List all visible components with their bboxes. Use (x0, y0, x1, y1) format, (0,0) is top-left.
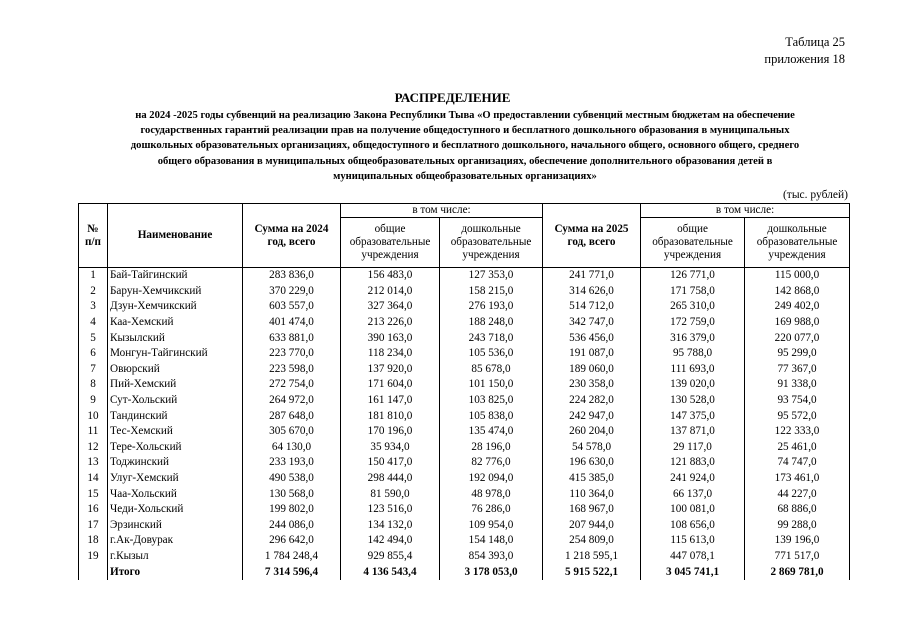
row-preschool-2025: 91 338,0 (745, 377, 850, 393)
row-preschool-2025: 771 517,0 (745, 549, 850, 565)
row-sum-2025: 191 087,0 (543, 346, 641, 362)
row-preschool-2024: 85 678,0 (440, 362, 543, 378)
row-sum-2025: 1 218 595,1 (543, 549, 641, 565)
row-sum-2024: 296 642,0 (243, 533, 341, 549)
row-preschool-2024: 192 094,0 (440, 471, 543, 487)
row-number: 19 (79, 549, 108, 565)
row-sum-2024: 1 784 248,4 (243, 549, 341, 565)
row-number: 4 (79, 315, 108, 331)
row-general-2025: 171 758,0 (641, 284, 745, 300)
row-preschool-2024: 188 248,0 (440, 315, 543, 331)
row-general-2024: 118 234,0 (341, 346, 440, 362)
table-row (79, 268, 850, 284)
table-reference (764, 34, 845, 68)
row-sum-2024: 401 474,0 (243, 315, 341, 331)
row-general-2024: 81 590,0 (341, 486, 440, 502)
distribution-table (78, 203, 850, 580)
row-preschool-2025: 220 077,0 (745, 330, 850, 346)
row-name: г.Ак-Довурак (108, 533, 243, 549)
header-general-2025: общие образовательные учреждения (641, 218, 745, 268)
total-preschool-2025: 2 869 781,0 (745, 564, 850, 580)
total-number-cell (79, 564, 108, 580)
row-number: 2 (79, 284, 108, 300)
row-general-2025: 115 613,0 (641, 533, 745, 549)
row-general-2025: 100 081,0 (641, 502, 745, 518)
row-general-2025: 126 771,0 (641, 268, 745, 284)
header-preschool-2024: дошкольные образовательные учреждения (440, 218, 543, 268)
row-general-2024: 327 364,0 (341, 299, 440, 315)
row-sum-2025: 536 456,0 (543, 330, 641, 346)
total-label: Итого (108, 564, 243, 580)
row-general-2025: 95 788,0 (641, 346, 745, 362)
row-general-2025: 172 759,0 (641, 315, 745, 331)
row-general-2025: 139 020,0 (641, 377, 745, 393)
row-general-2025: 111 693,0 (641, 362, 745, 378)
row-preschool-2024: 48 978,0 (440, 486, 543, 502)
table-row (79, 346, 850, 362)
row-name: Эрзинский (108, 518, 243, 534)
row-general-2024: 929 855,4 (341, 549, 440, 565)
row-sum-2024: 223 770,0 (243, 346, 341, 362)
row-number: 3 (79, 299, 108, 315)
row-general-2024: 171 604,0 (341, 377, 440, 393)
document-subtitle (70, 108, 860, 184)
row-general-2025: 447 078,1 (641, 549, 745, 565)
table-row (79, 408, 850, 424)
row-number: 1 (79, 268, 108, 284)
row-sum-2024: 64 130,0 (243, 440, 341, 456)
subtitle-line: дошкольных образовательных организациях, общедоступного и бесплатного дошкольного, начального общего, основного общего, среднего (130, 140, 800, 152)
row-number: 10 (79, 408, 108, 424)
table-row (79, 284, 850, 300)
row-number: 16 (79, 502, 108, 518)
table-row (79, 549, 850, 565)
row-preschool-2024: 854 393,0 (440, 549, 543, 565)
row-sum-2024: 199 802,0 (243, 502, 341, 518)
row-number: 17 (79, 518, 108, 534)
row-general-2024: 212 014,0 (341, 284, 440, 300)
row-sum-2025: 54 578,0 (543, 440, 641, 456)
row-sum-2024: 130 568,0 (243, 486, 341, 502)
row-sum-2024: 370 229,0 (243, 284, 341, 300)
row-sum-2025: 314 626,0 (543, 284, 641, 300)
table-row (79, 471, 850, 487)
row-preschool-2024: 135 474,0 (440, 424, 543, 440)
subtitle-line: муниципальных общеобразовательных организациях» (333, 170, 597, 182)
row-sum-2024: 287 648,0 (243, 408, 341, 424)
row-sum-2024: 603 557,0 (243, 299, 341, 315)
row-general-2024: 134 132,0 (341, 518, 440, 534)
header-name: Наименование (108, 204, 243, 268)
row-sum-2024: 283 836,0 (243, 268, 341, 284)
header-including-2025: в том числе: (641, 204, 850, 218)
row-sum-2024: 490 538,0 (243, 471, 341, 487)
row-name: Монгун-Тайгинский (108, 346, 243, 362)
row-general-2024: 137 920,0 (341, 362, 440, 378)
row-preschool-2024: 154 148,0 (440, 533, 543, 549)
row-name: Бай-Тайгинский (108, 268, 243, 284)
row-sum-2024: 633 881,0 (243, 330, 341, 346)
row-name: Овюрский (108, 362, 243, 378)
row-sum-2025: 254 809,0 (543, 533, 641, 549)
row-number: 8 (79, 377, 108, 393)
total-general-2025: 3 045 741,1 (641, 564, 745, 580)
row-general-2025: 316 379,0 (641, 330, 745, 346)
appendix-number: приложения 18 (764, 52, 845, 66)
header-sum-2025: Сумма на 2025 год, всего (543, 204, 641, 268)
row-preschool-2024: 109 954,0 (440, 518, 543, 534)
row-preschool-2025: 74 747,0 (745, 455, 850, 471)
row-general-2024: 150 417,0 (341, 455, 440, 471)
table-row (79, 330, 850, 346)
row-general-2025: 66 137,0 (641, 486, 745, 502)
row-name: Чеди-Хольский (108, 502, 243, 518)
row-name: Каа-Хемский (108, 315, 243, 331)
row-number: 13 (79, 455, 108, 471)
row-number: 18 (79, 533, 108, 549)
row-general-2024: 156 483,0 (341, 268, 440, 284)
total-row (79, 564, 850, 580)
unit-label: (тыс. рублей) (782, 189, 848, 201)
row-preschool-2025: 44 227,0 (745, 486, 850, 502)
row-preschool-2024: 276 193,0 (440, 299, 543, 315)
row-general-2024: 161 147,0 (341, 393, 440, 409)
row-sum-2024: 244 086,0 (243, 518, 341, 534)
row-general-2024: 142 494,0 (341, 533, 440, 549)
total-sum-2025: 5 915 522,1 (543, 564, 641, 580)
total-general-2024: 4 136 543,4 (341, 564, 440, 580)
row-name: г.Кызыл (108, 549, 243, 565)
row-preschool-2024: 158 215,0 (440, 284, 543, 300)
row-general-2025: 137 871,0 (641, 424, 745, 440)
row-preschool-2025: 249 402,0 (745, 299, 850, 315)
row-sum-2025: 168 967,0 (543, 502, 641, 518)
table-row (79, 440, 850, 456)
table-row (79, 533, 850, 549)
row-preschool-2025: 122 333,0 (745, 424, 850, 440)
header-sum-2024: Сумма на 2024 год, всего (243, 204, 341, 268)
row-preschool-2025: 68 886,0 (745, 502, 850, 518)
row-sum-2024: 233 193,0 (243, 455, 341, 471)
row-sum-2025: 224 282,0 (543, 393, 641, 409)
row-preschool-2024: 105 536,0 (440, 346, 543, 362)
row-general-2024: 123 516,0 (341, 502, 440, 518)
row-preschool-2024: 103 825,0 (440, 393, 543, 409)
row-general-2025: 265 310,0 (641, 299, 745, 315)
table-row (79, 362, 850, 378)
row-preschool-2024: 76 286,0 (440, 502, 543, 518)
row-general-2025: 108 656,0 (641, 518, 745, 534)
row-number: 7 (79, 362, 108, 378)
row-preschool-2025: 25 461,0 (745, 440, 850, 456)
table-row (79, 424, 850, 440)
table-row (79, 299, 850, 315)
row-sum-2025: 260 204,0 (543, 424, 641, 440)
table-row (79, 315, 850, 331)
row-name: Дзун-Хемчикский (108, 299, 243, 315)
row-preschool-2024: 105 838,0 (440, 408, 543, 424)
row-sum-2025: 241 771,0 (543, 268, 641, 284)
row-number: 14 (79, 471, 108, 487)
table-row (79, 455, 850, 471)
row-name: Тере-Хольский (108, 440, 243, 456)
row-preschool-2025: 77 367,0 (745, 362, 850, 378)
row-preschool-2025: 95 299,0 (745, 346, 850, 362)
row-name: Сут-Хольский (108, 393, 243, 409)
row-number: 12 (79, 440, 108, 456)
row-general-2024: 170 196,0 (341, 424, 440, 440)
document-title: РАСПРЕДЕЛЕНИЕ (394, 90, 511, 105)
row-preschool-2025: 115 000,0 (745, 268, 850, 284)
table-row (79, 377, 850, 393)
row-general-2024: 213 226,0 (341, 315, 440, 331)
row-sum-2025: 207 944,0 (543, 518, 641, 534)
row-name: Барун-Хемчикский (108, 284, 243, 300)
row-preschool-2024: 28 196,0 (440, 440, 543, 456)
row-general-2025: 147 375,0 (641, 408, 745, 424)
row-general-2024: 298 444,0 (341, 471, 440, 487)
row-preschool-2025: 93 754,0 (745, 393, 850, 409)
subtitle-line: государственных гарантий реализации прав на получение общедоступного и бесплатного дошкольного образования в муниципальных (140, 125, 790, 137)
row-sum-2025: 342 747,0 (543, 315, 641, 331)
subtitle-line: общего образования в муниципальных общеобразовательных организациях, обеспечение дополнительного образования детей в (157, 155, 773, 167)
table-row (79, 518, 850, 534)
row-name: Тоджинский (108, 455, 243, 471)
row-number: 6 (79, 346, 108, 362)
row-sum-2025: 514 712,0 (543, 299, 641, 315)
row-general-2025: 29 117,0 (641, 440, 745, 456)
row-number: 15 (79, 486, 108, 502)
row-name: Кызылский (108, 330, 243, 346)
row-sum-2024: 305 670,0 (243, 424, 341, 440)
row-preschool-2024: 127 353,0 (440, 268, 543, 284)
row-preschool-2024: 101 150,0 (440, 377, 543, 393)
row-name: Чаа-Хольский (108, 486, 243, 502)
row-number: 11 (79, 424, 108, 440)
row-sum-2025: 189 060,0 (543, 362, 641, 378)
row-sum-2024: 264 972,0 (243, 393, 341, 409)
row-preschool-2025: 139 196,0 (745, 533, 850, 549)
row-general-2024: 181 810,0 (341, 408, 440, 424)
row-number: 9 (79, 393, 108, 409)
header-number: № п/п (79, 204, 108, 268)
header-including-2024: в том числе: (341, 204, 543, 218)
row-preschool-2025: 142 868,0 (745, 284, 850, 300)
table-row (79, 393, 850, 409)
row-name: Тандинский (108, 408, 243, 424)
row-preschool-2024: 243 718,0 (440, 330, 543, 346)
row-name: Улуг-Хемский (108, 471, 243, 487)
row-general-2024: 390 163,0 (341, 330, 440, 346)
row-general-2025: 241 924,0 (641, 471, 745, 487)
header-preschool-2025: дошкольные образовательные учреждения (745, 218, 850, 268)
row-preschool-2025: 169 988,0 (745, 315, 850, 331)
table-row (79, 486, 850, 502)
subtitle-line: на 2024 -2025 годы субвенций на реализацию Закона Республики Тыва «О предоставлении субвенций местным бюджетам на обеспечение (135, 110, 795, 121)
row-general-2025: 121 883,0 (641, 455, 745, 471)
row-sum-2024: 272 754,0 (243, 377, 341, 393)
header-general-2024: общие образовательные учреждения (341, 218, 440, 268)
row-preschool-2025: 95 572,0 (745, 408, 850, 424)
row-sum-2025: 196 630,0 (543, 455, 641, 471)
row-name: Пий-Хемский (108, 377, 243, 393)
row-sum-2025: 110 364,0 (543, 486, 641, 502)
row-preschool-2025: 99 288,0 (745, 518, 850, 534)
total-sum-2024: 7 314 596,4 (243, 564, 341, 580)
row-number: 5 (79, 330, 108, 346)
total-preschool-2024: 3 178 053,0 (440, 564, 543, 580)
row-sum-2025: 242 947,0 (543, 408, 641, 424)
row-sum-2025: 415 385,0 (543, 471, 641, 487)
row-sum-2024: 223 598,0 (243, 362, 341, 378)
table-row (79, 502, 850, 518)
row-general-2024: 35 934,0 (341, 440, 440, 456)
row-general-2025: 130 528,0 (641, 393, 745, 409)
row-preschool-2025: 173 461,0 (745, 471, 850, 487)
row-name: Тес-Хемский (108, 424, 243, 440)
row-sum-2025: 230 358,0 (543, 377, 641, 393)
row-preschool-2024: 82 776,0 (440, 455, 543, 471)
table-number: Таблица 25 (785, 35, 845, 49)
